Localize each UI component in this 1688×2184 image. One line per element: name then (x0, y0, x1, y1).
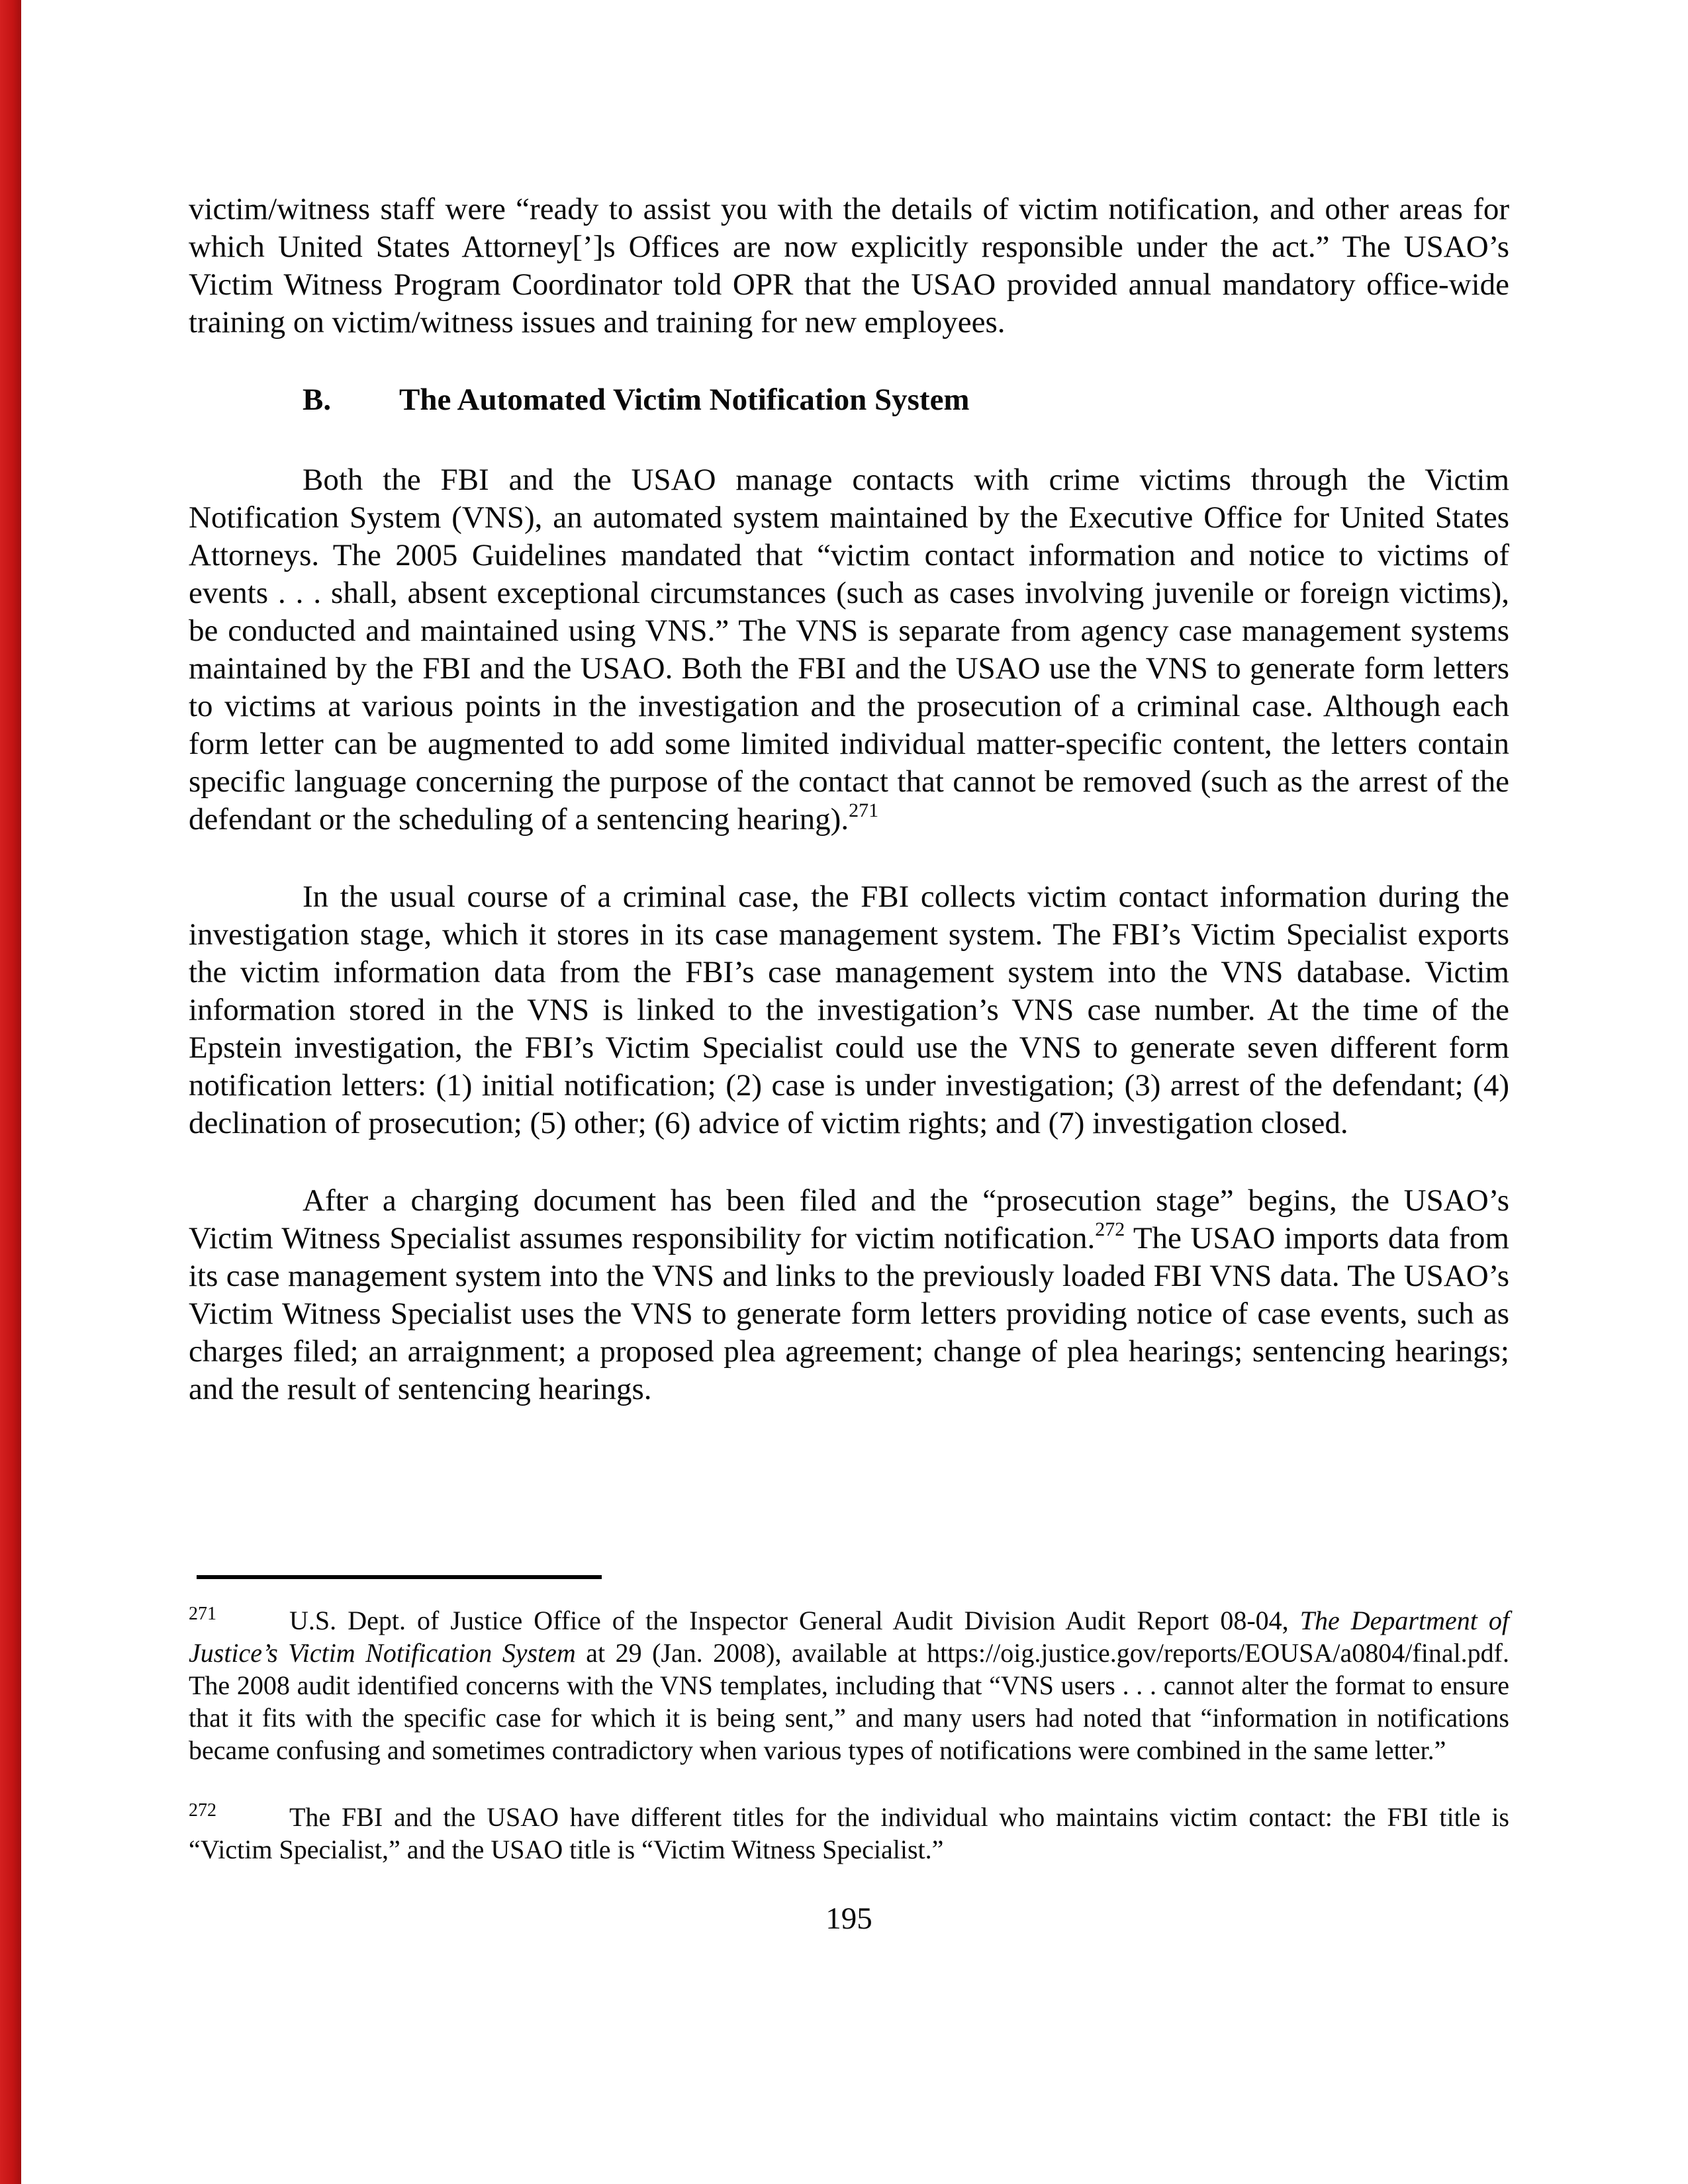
paragraph-usao-process (189, 1182, 1509, 1408)
footnote-271 (189, 1604, 1509, 1766)
paragraph-text: The USAO imports data from its case management system into the VNS and links to the previously loaded FBI VNS data. The USAO’s Victim Witness Specialist uses the VNS to generate form letters providing notice of case events, such as charges filed; an arraignment; a proposed plea agreement; change of plea hearings; sentencing hearings; and the result of sentencing hearings. (189, 1221, 1509, 1406)
section-heading-number: B. (303, 383, 332, 417)
footnote-text: The FBI and the USAO have different titles for the individual who maintains victim contact: the FBI title is “Victim Specialist,” and the USAO title is “Victim Witness Specialist.” (189, 1802, 1509, 1864)
footnote-citation-title: The Department of Justice’s Victim Notification System (189, 1606, 1510, 1668)
section-heading (303, 381, 1509, 419)
footnote-272 (189, 1801, 1509, 1866)
paragraph-text: Both the FBI and the USAO manage contacts with crime victims through the Victim Notification System (VNS), an automated system maintained by the Executive Office for United States Attorneys. The 2005 Guidelines mandated that “victim contact information and notice to victims of events . . . shall, absent exceptional circumstances (such as cases involving juvenile or foreign victims), be conducted and maintained using VNS.” The VNS is separate from agency case management systems maintained by the FBI and the USAO. Both the FBI and the USAO use the VNS to generate form letters to victims at various points in the investigation and the prosecution of a criminal case. Although each form letter can be augmented to add some limited individual matter-specific content, the letters contain specific language concerning the purpose of the contact that cannot be removed (such as the arrest of the defendant or the scheduling of a sentencing hearing). (189, 463, 1509, 837)
footnote-text: U.S. Dept. of Justice Office of the Inspector General Audit Division Audit Report 08-04, (289, 1606, 1300, 1635)
page-content (189, 191, 1509, 1938)
footnote-reference-271: 271 (849, 799, 879, 821)
footnote-separator-rule (197, 1575, 602, 1579)
paragraph-continuation: victim/witness staff were “ready to assist you with the details of victim notification, and other areas for which United States Attorney[’]s Offices are now explicitly responsible under the act.” The USAO’s Victim Witness Program Coordinator told OPR that the USAO provided annual mandatory office-wide training on victim/witness issues and training for new employees. (189, 192, 1509, 340)
footnote-272-marker: 272 (189, 1800, 216, 1821)
footnote-text: at 29 (Jan. 2008), available at https://oig.justice.gov/reports/EOUSA/a0804/final.pdf. The 2008 audit identified concerns with the VNS templates, including that “VNS users . . . cannot alter the format to ensure that it fits with the specific case for which it is being sent,” and many users had noted that “information in notifications became confusing and sometimes contradictory when various types of notifications were combined in the same letter.” (189, 1638, 1510, 1765)
paragraph-fbi-process: In the usual course of a criminal case, the FBI collects victim contact information during the investigation stage, which it stores in its case management system. The FBI’s Victim Specialist exports the victim information data from the FBI’s case management system into the VNS database. Victim information stored in the VNS is linked to the investigation’s VNS case number. At the time of the Epstein investigation, the FBI’s Victim Specialist could use the VNS to generate seven different form notification letters: (1) initial notification; (2) case is under investigation; (3) arrest of the defendant; (4) declination of prosecution; (5) other; (6) advice of victim rights; and (7) investigation closed. (189, 880, 1509, 1140)
scan-edge-stripe (0, 0, 21, 2184)
section-heading-title: The Automated Victim Notification System (399, 383, 970, 417)
page-number: 195 (825, 1901, 872, 1936)
paragraph-vns-overview (189, 461, 1509, 839)
footnote-reference-272: 272 (1095, 1218, 1125, 1240)
footnote-271-marker: 271 (189, 1604, 216, 1624)
paragraph-text: After a charging document has been filed and the “prosecution stage” begins, the USAO’s Victim Witness Specialist assumes responsibility for victim notification. (189, 1183, 1509, 1255)
